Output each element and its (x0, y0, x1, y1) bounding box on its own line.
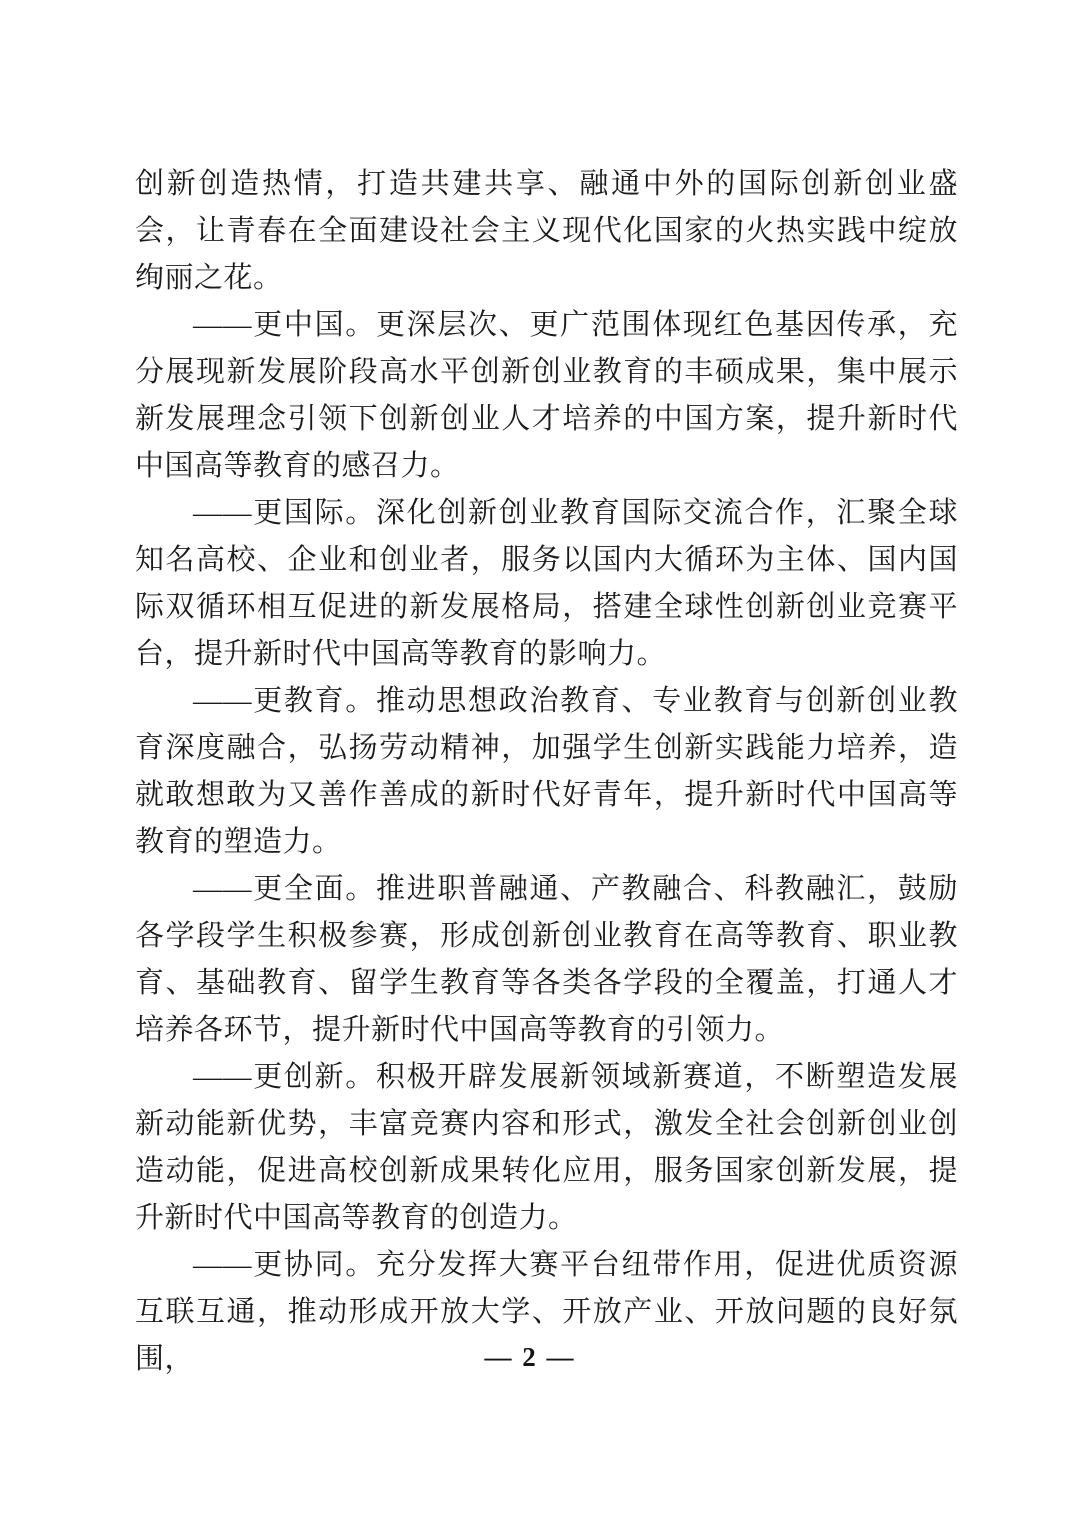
paragraph-geng-quanmian: ——更全面。推进职普融通、产教融合、科教融汇，鼓励各学段学生积极参赛，形成创新创业教育在高等教育、职业教育、基础教育、留学生教育等各类各学段的全覆盖，打通人才培养各环节，提升新时代中国高等教育的引领力。 (135, 873, 958, 1046)
page-number: — 2 — (484, 1342, 576, 1372)
paragraph-geng-jiaoyu: ——更教育。推动思想政治教育、专业教育与创新创业教育深度融合，弘扬劳动精神，加强学生创新实践能力培养，造就敢想敢为又善作善成的新时代好青年，提升新时代中国高等教育的塑造力。 (135, 685, 958, 858)
paragraph-continued: 创新创造热情，打造共建共享、融通中外的国际创新创业盛会，让青春在全面建设社会主义现代化国家的火热实践中绽放绚丽之花。 (135, 168, 958, 294)
paragraph-geng-xietong: ——更协同。充分发挥大赛平台纽带作用，促进优质资源互联互通，推动形成开放大学、开放产业、开放问题的良好氛围， (135, 1249, 958, 1375)
paragraph-geng-zhongguo: ——更中国。更深层次、更广范围体现红色基因传承，充分展现新发展阶段高水平创新创业教育的丰硕成果，集中展示新发展理念引领下创新创业人才培养的中国方案，提升新时代中国高等教育的感召力。 (135, 309, 958, 482)
paragraph-geng-guoji: ——更国际。深化创新创业教育国际交流合作，汇聚全球知名高校、企业和创业者，服务以国内大循环为主体、国内国际双循环相互促进的新发展格局，搭建全球性创新创业竞赛平台，提升新时代中国高等教育的影响力。 (135, 497, 958, 670)
document-body-text (135, 161, 958, 1383)
paragraph-geng-chuangxin: ——更创新。积极开辟发展新领域新赛道，不断塑造发展新动能新优势，丰富竞赛内容和形式，激发全社会创新创业创造动能，促进高校创新成果转化应用，服务国家创新发展，提升新时代中国高等教育的创造力。 (135, 1061, 958, 1234)
